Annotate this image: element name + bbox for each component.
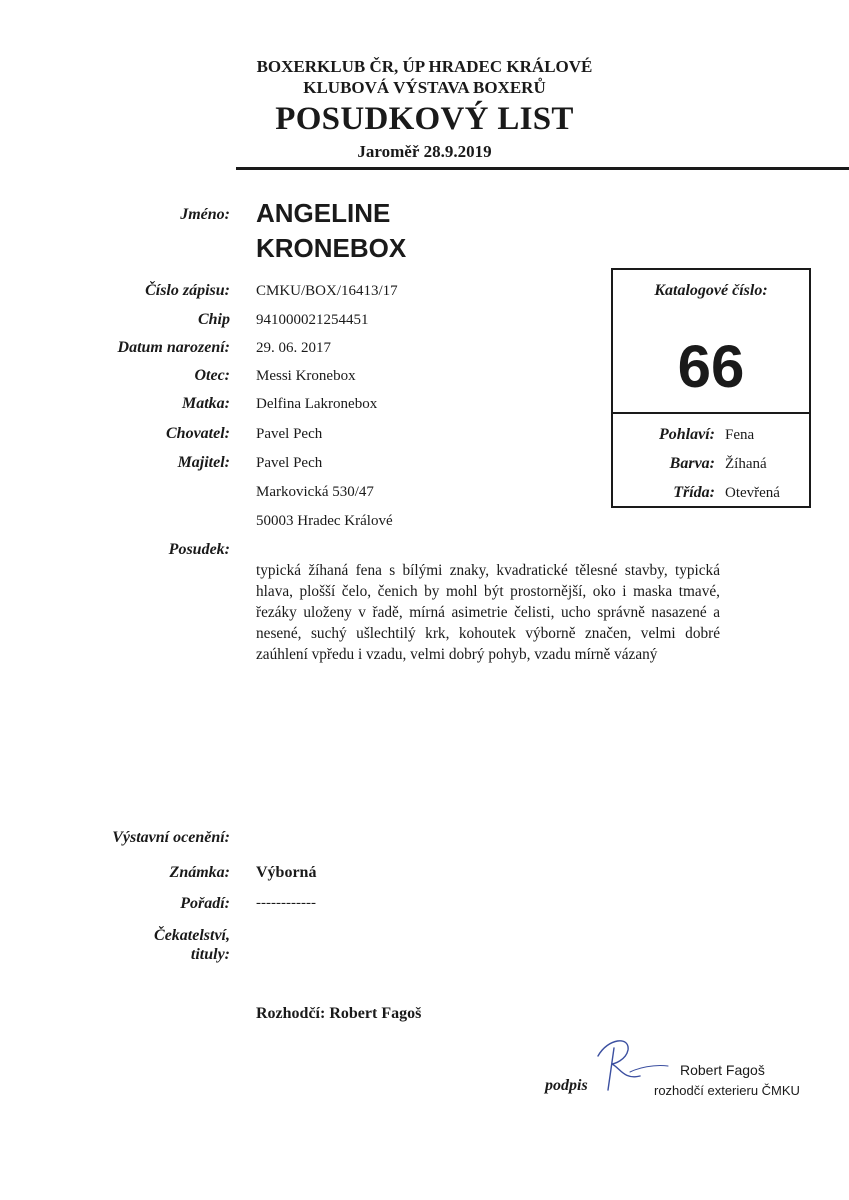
- assessment-text: typická žíhaná fena s bílými znaky, kvadratické tělesné stavby, typická hlava, plošší čelo, čenich by mohl být prostornější, oko i maska tmavé, řezáky uloženy v řadě, mírná asimetrie čelisti, ucho správně nasazené a nesené, suchý ušlechtilý krk, kohoutek výborně značen, velmi dobré zaúhlení vpředu i vzadu, velmi dobrý pohyb, vzadu mírně vázaný: [256, 562, 720, 663]
- mother-label: Matka:: [182, 395, 230, 412]
- signature-label: podpis: [545, 1077, 588, 1094]
- assessment-label: Posudek:: [168, 541, 230, 558]
- owner-address-street: Markovická 530/47: [256, 484, 374, 500]
- grade-value: Výborná: [256, 864, 317, 881]
- grade-label: Známka:: [169, 864, 230, 881]
- chip-value: 941000021254451: [256, 312, 369, 328]
- placement-value: ------------: [256, 895, 316, 911]
- owner-value: Pavel Pech: [256, 455, 323, 471]
- placement-label: Pořadí:: [180, 895, 230, 912]
- dog-name-line2: KRONEBOX: [256, 233, 407, 263]
- color-value: Žíhaná: [725, 456, 767, 472]
- stamp-name: Robert Fagoš: [680, 1062, 765, 1078]
- owner-label: Majitel:: [177, 454, 230, 471]
- judge-line: [256, 1005, 421, 1023]
- father-label: Otec:: [194, 367, 230, 384]
- place-date: Jaroměř 28.9.2019: [357, 142, 492, 161]
- catalog-number-label: Katalogové číslo:: [654, 282, 768, 299]
- breeder-value: Pavel Pech: [256, 426, 323, 442]
- catalog-box: [611, 268, 811, 508]
- club-name: BOXERKLUB ČR, ÚP HRADEC KRÁLOVÉ: [256, 57, 593, 76]
- reg-number-value: CMKU/BOX/16413/17: [256, 283, 398, 299]
- birth-date-label: Datum narození:: [117, 339, 230, 356]
- father-value: Messi Kronebox: [256, 368, 356, 384]
- class-value: Otevřená: [725, 485, 780, 501]
- sex-value: Fena: [725, 427, 755, 443]
- header-rule: [236, 167, 849, 170]
- reg-number-label: Číslo zápisu:: [145, 282, 230, 299]
- titles-label-line2: tituly:: [190, 946, 230, 963]
- awards-label: Výstavní ocenění:: [112, 829, 230, 846]
- show-name: KLUBOVÁ VÝSTAVA BOXERŮ: [303, 78, 546, 97]
- owner-address-city: 50003 Hradec Králové: [256, 513, 393, 529]
- judge-label: Rozhodčí:: [256, 1005, 326, 1022]
- color-label: Barva:: [669, 455, 715, 472]
- judge-name: Robert Fagoš: [329, 1005, 422, 1022]
- dog-name-line1: ANGELINE: [256, 198, 391, 228]
- mother-value: Delfina Lakronebox: [256, 396, 378, 412]
- catalog-box-divider: [613, 412, 809, 414]
- breeder-label: Chovatel:: [166, 425, 230, 442]
- birth-date-value: 29. 06. 2017: [256, 340, 331, 356]
- sex-label: Pohlaví:: [659, 426, 715, 443]
- catalog-number: 66: [677, 333, 745, 400]
- stamp-role: rozhodčí exterieru ČMKU: [654, 1083, 800, 1098]
- page-title: POSUDKOVÝ LIST: [275, 101, 574, 137]
- chip-label: Chip: [197, 311, 230, 328]
- name-label: Jméno:: [180, 206, 230, 223]
- class-label: Třída:: [673, 484, 715, 501]
- titles-label-line1: Čekatelství,: [154, 927, 230, 944]
